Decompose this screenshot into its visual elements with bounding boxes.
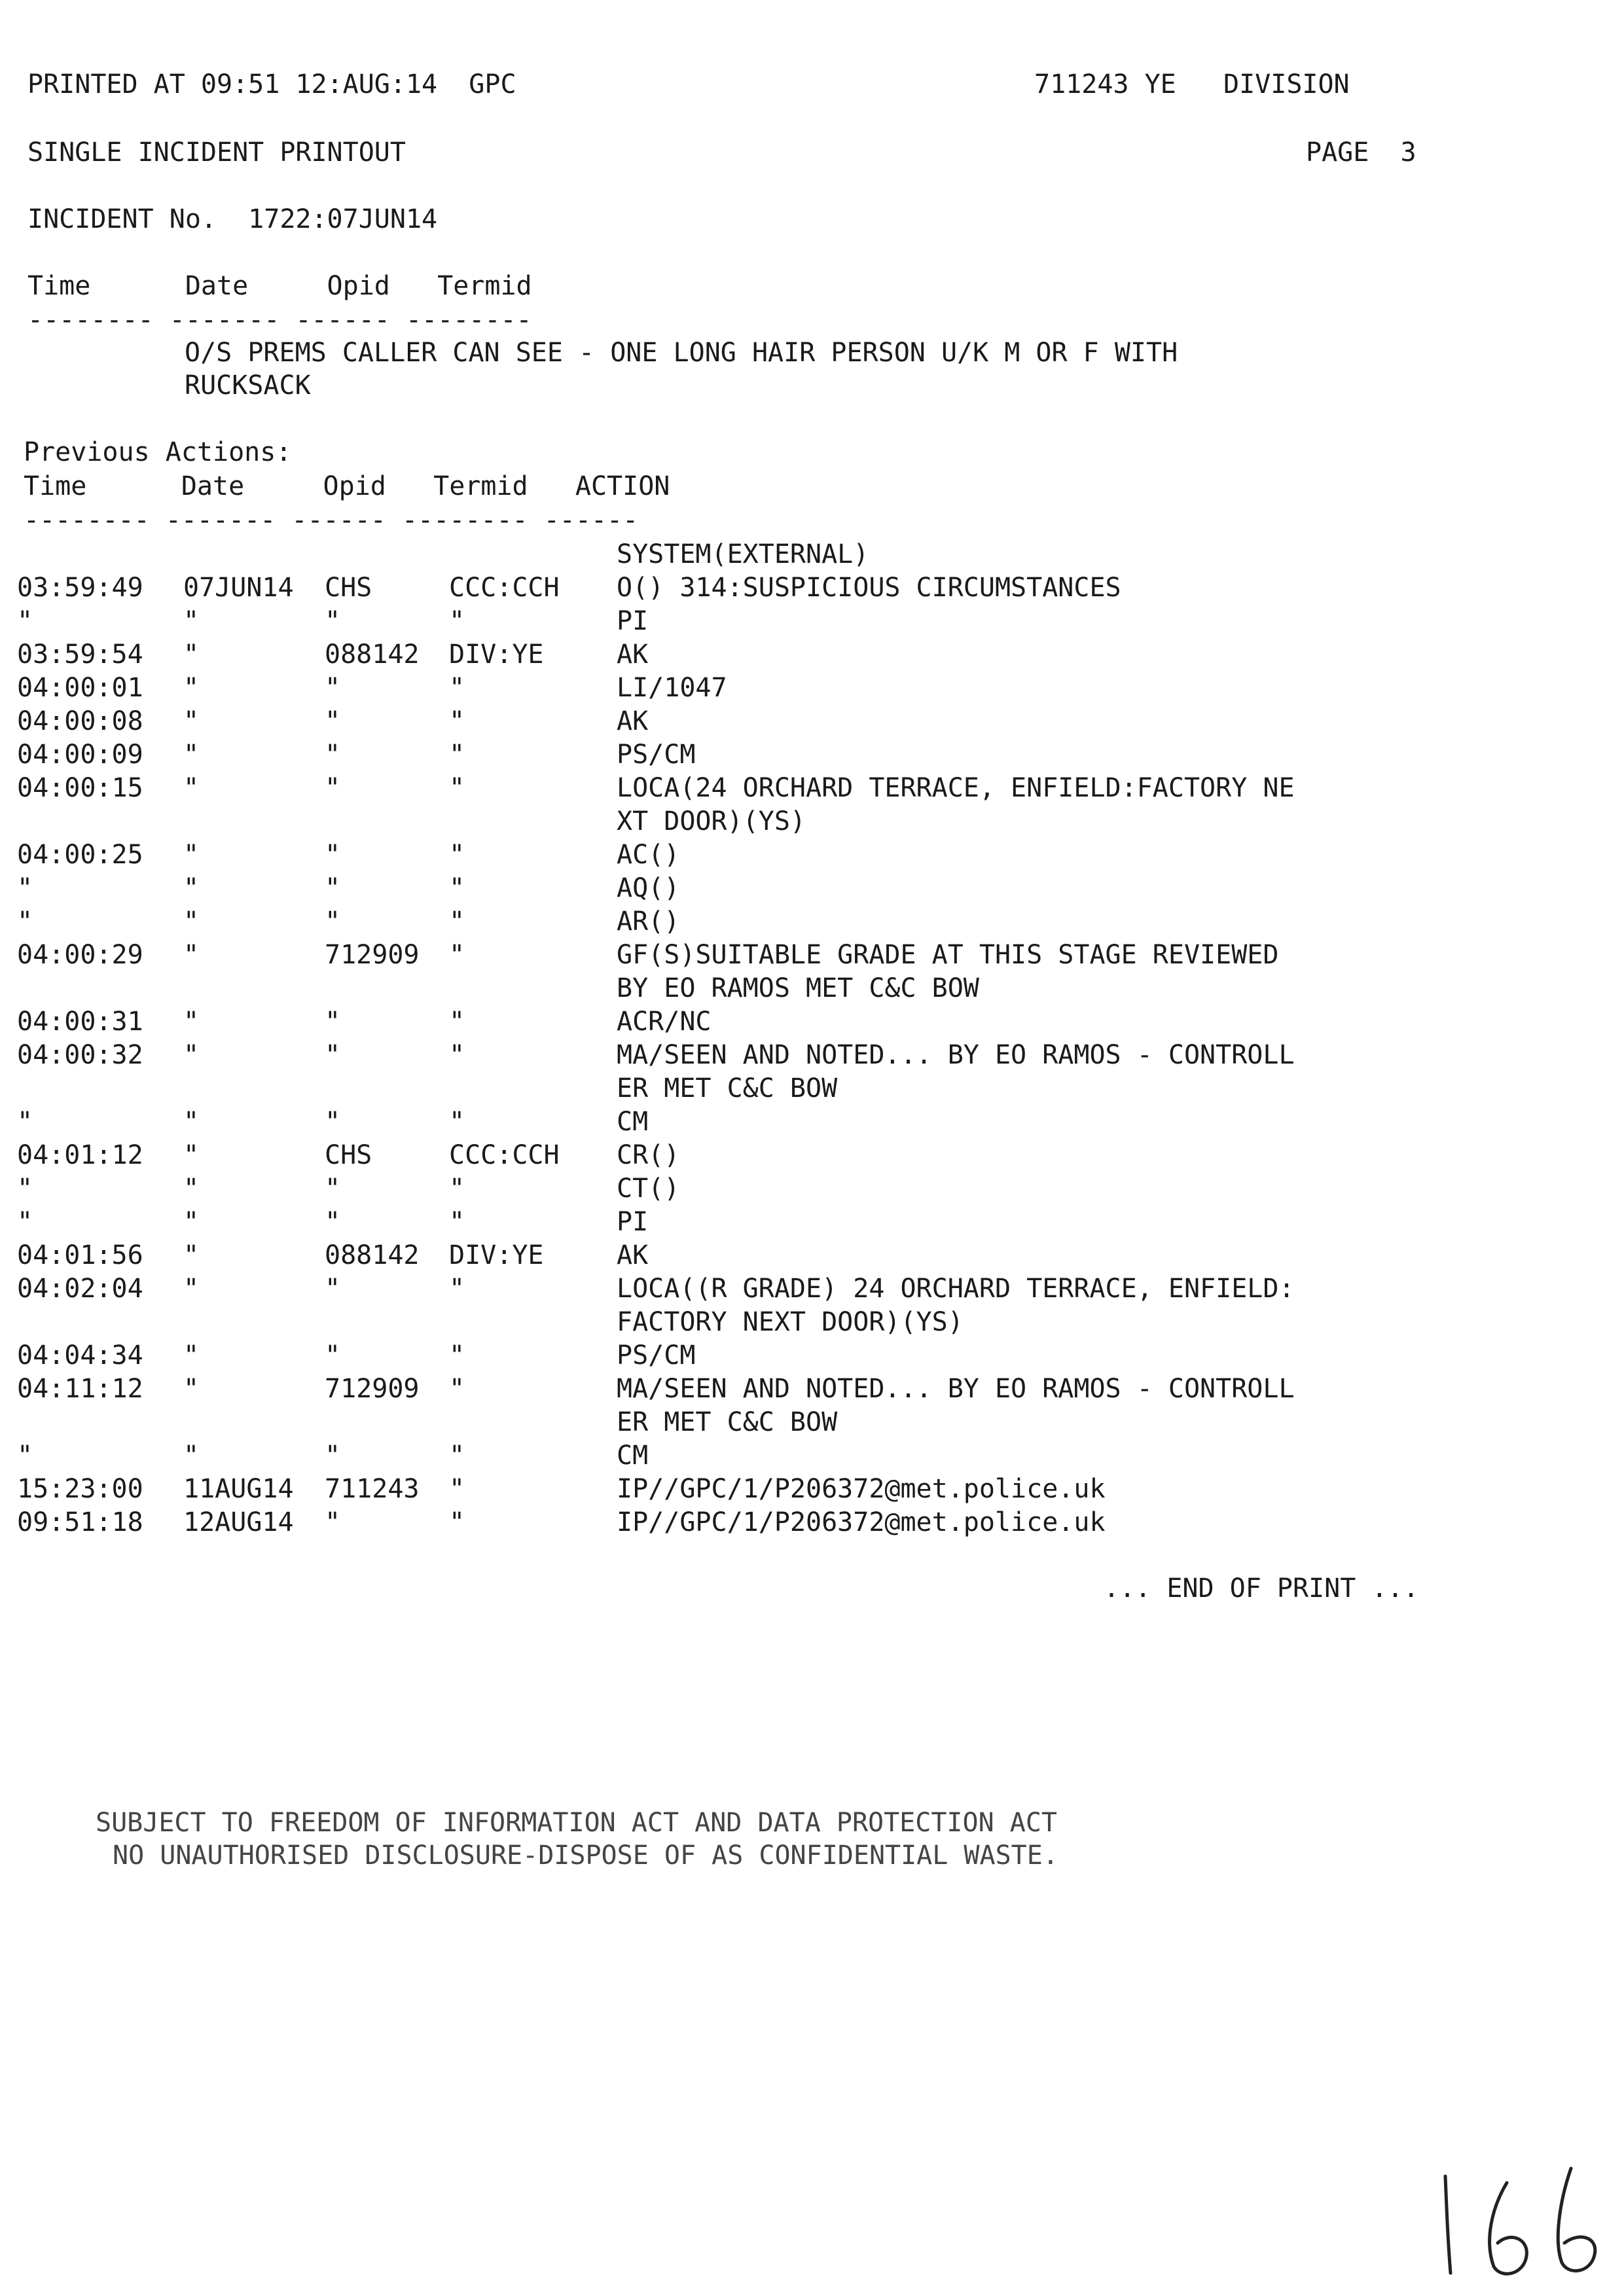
row-opid: " <box>325 1340 341 1371</box>
row-date: " <box>183 1174 200 1204</box>
row-action: AR() <box>617 906 680 937</box>
row-date: " <box>183 1007 200 1037</box>
row-time: 04:00:31 <box>17 1007 143 1037</box>
row-time: 03:59:54 <box>17 639 143 670</box>
row-time: 04:11:12 <box>17 1374 143 1404</box>
row-termid: " <box>449 840 465 870</box>
row-opid: " <box>325 1107 341 1137</box>
row-action: MA/SEEN AND NOTED... BY EO RAMOS - CONTROLL <box>617 1374 1295 1404</box>
row-time: 03:59:49 <box>17 573 143 603</box>
row-action: ER MET C&C BOW <box>617 1407 838 1437</box>
row-action: PI <box>617 606 649 636</box>
row-action: IP//GPC/1/P206372@met.police.uk <box>617 1507 1106 1537</box>
row-opid: " <box>325 1207 341 1237</box>
row-action: LI/1047 <box>617 673 727 703</box>
row-date: " <box>183 706 200 736</box>
row-termid: " <box>449 1174 465 1204</box>
row-opid: 088142 <box>325 1240 420 1270</box>
row-termid: " <box>449 906 465 937</box>
row-time: 04:01:12 <box>17 1140 143 1170</box>
row-time: 04:00:32 <box>17 1040 143 1070</box>
row-action: AK <box>617 706 649 736</box>
row-time: 04:01:56 <box>17 1240 143 1270</box>
incident-number: INCIDENT No. 1722:07JUN14 <box>27 204 438 234</box>
row-action: GF(S)SUITABLE GRADE AT THIS STAGE REVIEWED <box>617 940 1279 970</box>
row-opid: " <box>325 873 341 903</box>
row-action: O() 314:SUSPICIOUS CIRCUMSTANCES <box>617 573 1121 603</box>
row-termid: " <box>449 1007 465 1037</box>
row-action: CM <box>617 1107 649 1137</box>
row-date: " <box>183 906 200 937</box>
row-action: ER MET C&C BOW <box>617 1073 838 1103</box>
row-time: 15:23:00 <box>17 1474 143 1504</box>
row-action: XT DOOR)(YS) <box>617 806 806 836</box>
row-opid: 712909 <box>325 940 420 970</box>
row-action: AC() <box>617 840 680 870</box>
printed-at-line: PRINTED AT 09:51 12:AUG:14 GPC <box>27 69 516 99</box>
row-termid: " <box>449 606 465 636</box>
row-date: " <box>183 1040 200 1070</box>
row-action: FACTORY NEXT DOOR)(YS) <box>617 1307 964 1337</box>
row-date: " <box>183 1140 200 1170</box>
entry-column-headers: Time Date Opid Termid <box>27 271 532 301</box>
row-termid: " <box>449 673 465 703</box>
row-date: " <box>183 1240 200 1270</box>
row-time: " <box>17 906 33 937</box>
row-termid: DIV:YE <box>449 639 544 670</box>
row-date: " <box>183 1374 200 1404</box>
row-date: " <box>183 673 200 703</box>
row-termid: " <box>449 1474 465 1504</box>
row-termid: " <box>449 1207 465 1237</box>
row-time: 04:00:09 <box>17 740 143 770</box>
row-time: " <box>17 1207 33 1237</box>
row-termid: " <box>449 1274 465 1304</box>
row-termid: " <box>449 773 465 803</box>
row-action: CM <box>617 1441 649 1471</box>
row-action: CR() <box>617 1140 680 1170</box>
row-action: SYSTEM(EXTERNAL) <box>617 539 869 569</box>
page-title: SINGLE INCIDENT PRINTOUT <box>27 137 406 168</box>
row-opid: " <box>325 606 341 636</box>
entry-divider: -------- ------- ------ -------- <box>27 305 532 335</box>
row-date: " <box>183 639 200 670</box>
row-opid: " <box>325 906 341 937</box>
row-termid: " <box>449 706 465 736</box>
row-date: " <box>183 840 200 870</box>
row-date: " <box>183 773 200 803</box>
row-opid: " <box>325 740 341 770</box>
actions-divider: -------- ------- ------ -------- ------ <box>24 505 639 535</box>
row-date: " <box>183 873 200 903</box>
row-time: 04:04:34 <box>17 1340 143 1371</box>
row-time: " <box>17 1441 33 1471</box>
row-action: PI <box>617 1207 649 1237</box>
row-opid: " <box>325 1040 341 1070</box>
row-opid: CHS <box>325 1140 372 1170</box>
row-time: 04:00:29 <box>17 940 143 970</box>
actions-column-headers: Time Date Opid Termid ACTION <box>24 471 670 501</box>
previous-actions-label: Previous Actions: <box>24 437 292 467</box>
row-termid: " <box>449 1340 465 1371</box>
row-date: " <box>183 1207 200 1237</box>
row-time: " <box>17 873 33 903</box>
footer-line-1: SUBJECT TO FREEDOM OF INFORMATION ACT AND DATA PROTECTION ACT <box>96 1808 1058 1838</box>
row-action: LOCA(24 ORCHARD TERRACE, ENFIELD:FACTORY NE <box>617 773 1295 803</box>
end-of-print: ... END OF PRINT ... <box>1104 1573 1419 1604</box>
row-action: CT() <box>617 1174 680 1204</box>
row-termid: " <box>449 1441 465 1471</box>
row-termid: CCC:CCH <box>449 1140 560 1170</box>
row-termid: " <box>449 1040 465 1070</box>
row-time: " <box>17 1107 33 1137</box>
handwritten-page-number <box>1434 2163 1604 2281</box>
row-action: IP//GPC/1/P206372@met.police.uk <box>617 1474 1106 1504</box>
row-date: 07JUN14 <box>183 573 294 603</box>
row-date: " <box>183 740 200 770</box>
row-opid: 088142 <box>325 639 420 670</box>
row-opid: 712909 <box>325 1374 420 1404</box>
row-date: 11AUG14 <box>183 1474 294 1504</box>
row-action: ACR/NC <box>617 1007 712 1037</box>
row-opid: " <box>325 773 341 803</box>
row-termid: " <box>449 740 465 770</box>
row-opid: " <box>325 840 341 870</box>
row-time: " <box>17 1174 33 1204</box>
row-termid: DIV:YE <box>449 1240 544 1270</box>
row-time: " <box>17 606 33 636</box>
row-termid: " <box>449 1107 465 1137</box>
row-time: 04:00:08 <box>17 706 143 736</box>
row-action: AQ() <box>617 873 680 903</box>
row-date: " <box>183 1340 200 1371</box>
row-date: " <box>183 606 200 636</box>
row-date: " <box>183 1274 200 1304</box>
row-action: BY EO RAMOS MET C&C BOW <box>617 973 979 1003</box>
row-action: AK <box>617 639 649 670</box>
row-time: 04:02:04 <box>17 1274 143 1304</box>
division-line: 711243 YE DIVISION <box>1034 69 1350 99</box>
row-termid: " <box>449 1507 465 1537</box>
row-date: 12AUG14 <box>183 1507 294 1537</box>
row-action: AK <box>617 1240 649 1270</box>
row-opid: CHS <box>325 573 372 603</box>
row-action: MA/SEEN AND NOTED... BY EO RAMOS - CONTROLL <box>617 1040 1295 1070</box>
incident-description: O/S PREMS CALLER CAN SEE - ONE LONG HAIR PERSON U/K M OR F WITH RUCKSACK <box>185 338 1178 401</box>
row-opid: " <box>325 706 341 736</box>
row-date: " <box>183 940 200 970</box>
row-termid: " <box>449 873 465 903</box>
row-opid: " <box>325 1174 341 1204</box>
footer-line-2: NO UNAUTHORISED DISCLOSURE-DISPOSE OF AS CONFIDENTIAL WASTE. <box>113 1840 1058 1871</box>
row-time: 09:51:18 <box>17 1507 143 1537</box>
row-opid: " <box>325 1507 341 1537</box>
row-time: 04:00:25 <box>17 840 143 870</box>
row-time: 04:00:15 <box>17 773 143 803</box>
row-opid: 711243 <box>325 1474 420 1504</box>
row-termid: " <box>449 940 465 970</box>
row-opid: " <box>325 1274 341 1304</box>
row-termid: " <box>449 1374 465 1404</box>
row-action: PS/CM <box>617 740 696 770</box>
page-number-label: PAGE 3 <box>1306 137 1416 168</box>
row-date: " <box>183 1107 200 1137</box>
row-opid: " <box>325 1007 341 1037</box>
row-opid: " <box>325 1441 341 1471</box>
row-action: LOCA((R GRADE) 24 ORCHARD TERRACE, ENFIELD: <box>617 1274 1295 1304</box>
row-termid: CCC:CCH <box>449 573 560 603</box>
row-date: " <box>183 1441 200 1471</box>
row-opid: " <box>325 673 341 703</box>
row-time: 04:00:01 <box>17 673 143 703</box>
row-action: PS/CM <box>617 1340 696 1371</box>
